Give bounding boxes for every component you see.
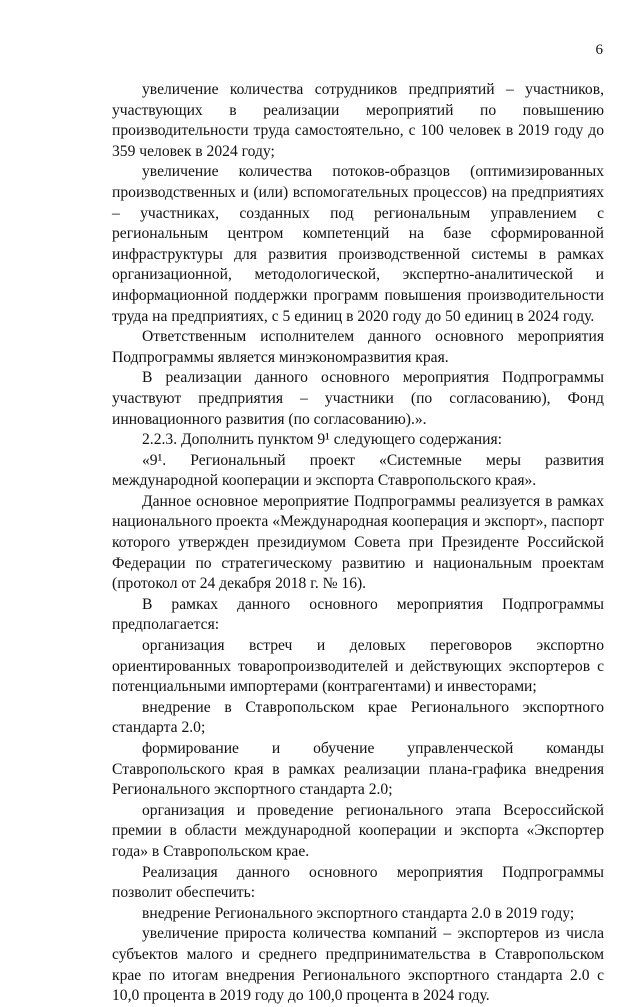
paragraph-standard-2019: внедрение Регионального экспортного стандарта 2.0 в 2019 году; [142, 904, 575, 922]
paragraph-regional-project-title: «9¹. Региональный проект «Системные меры развития международной кооперации и экспорта Ставропольского края». [112, 451, 604, 490]
paragraph-national-project: Данное основное мероприятие Подпрограммы реализуется в рамках национального проекта «Международная кооперация и экспорт», паспорт которого утвержден президиумом Совета при Президенте Российской Федерации по стратегическому развитию и национальным проектам (протокол от 24 декабря 2018 г. № 16). [112, 492, 604, 593]
paragraph-participants: В реализации данного основного мероприятия Подпрограммы участвуют предприятия – участники (по согласованию), Фонд инновационного развития (по согласованию).». [112, 369, 604, 428]
paragraph-standard-implementation: внедрение в Ставропольском крае Регионального экспортного стандарта 2.0; [112, 698, 604, 737]
paragraph-planned-intro: В рамках данного основного мероприятия Подпрограммы предполагается: [112, 595, 604, 634]
paragraph-meetings: организация встреч и деловых переговоров экспортно ориентированных товаропроизводителей и действующих экспортеров с потенциальными импортерами (контрагентами) и инвесторами; [112, 637, 604, 696]
paragraph-employees-increase: увеличение количества сотрудников предприятий – участников, участвующих в реализации мероприятий по повышению производительности труда самостоятельно, с 100 человек в 2019 году до 359 человек в 2024 году; [112, 81, 604, 160]
paragraph-amendment-2-2-3: 2.2.3. Дополнить пунктом 9¹ следующего содержания: [142, 431, 502, 449]
paragraph-sample-flows-increase: увеличение количества потоков-образцов (оптимизированных производственных и (или) вспомогательных процессов) на предприятиях – участниках, созданных под региональным управлением с региональным центром компетенций на базе сформированной инфраструктуры для развития производственной системы в рамках организационной, методологической, экспертно-аналитической и информационной поддержки программ повышения производительности труда на предприятиях, с 5 единиц в 2020 году до 50 единиц в 2024 году. [112, 163, 604, 325]
paragraph-responsible-executor: Ответственным исполнителем данного основного мероприятия Подпрограммы является минэкономразвития края. [112, 328, 604, 366]
paragraph-results-intro: Реализация данного основного мероприятия Подпрограммы позволит обеспечить: [112, 863, 604, 902]
paragraph-award-stage: организация и проведение регионального этапа Всероссийской премии в области международной кооперации и экспорта «Экспортер года» в Ставропольском крае. [112, 801, 604, 860]
page-number: 6 [595, 42, 603, 58]
paragraph-exporters-growth: увеличение прироста количества компаний – экспортеров из числа субъектов малого и среднего предпринимательства в Ставропольском крае по итогам внедрения Регионального экспортного стандарта 2.0 с 10,0 процента в 2019 году до 100,0 процента в 2024 году. [112, 925, 604, 1005]
paragraph-team-training: формирование и обучение управленческой команды Ставропольского края в рамках реализации плана-графика внедрения Регионального экспортного стандарта 2.0; [112, 740, 604, 799]
document-body [112, 80, 604, 1007]
